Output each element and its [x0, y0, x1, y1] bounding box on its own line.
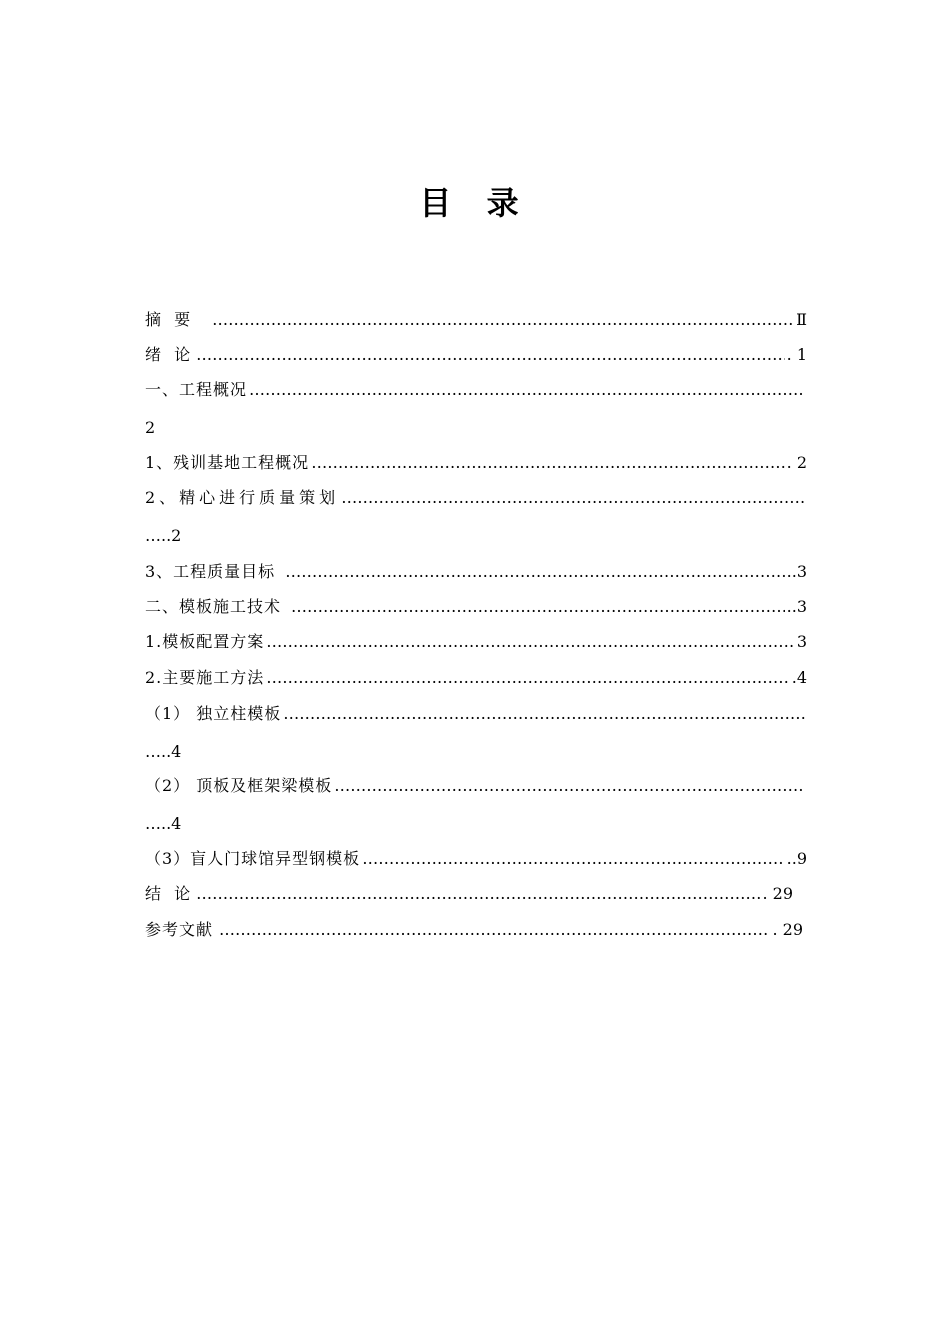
toc-entry-formwork-plan[interactable]: [145, 632, 807, 652]
toc-entry-base-overview[interactable]: [145, 453, 807, 473]
toc-entry-page: . 2: [786, 453, 807, 472]
toc-entry-label: 参考文献: [145, 920, 214, 939]
leader-dots: [266, 632, 795, 652]
toc-entry-label: 1、残训基地工程概况: [145, 453, 310, 472]
leader-dots: [311, 453, 784, 473]
toc-entry-quality-target[interactable]: [145, 562, 807, 582]
toc-entry-introduction[interactable]: [145, 345, 807, 365]
toc-entry-label: 2、精心进行质量策划: [145, 488, 340, 507]
toc-entry-wrap: …..4: [145, 742, 182, 761]
toc-entry-page: ..3: [786, 597, 807, 616]
toc-entry-wrap: 2: [145, 418, 156, 437]
toc-entry-label: （1） 独立柱模板: [145, 704, 282, 723]
toc-entry-label: 3、工程质量目标: [145, 562, 276, 581]
leader-dots: [266, 668, 789, 688]
toc-entry-column-formwork[interactable]: [145, 704, 807, 724]
toc-entry-label: 摘 要: [145, 310, 195, 329]
toc-entry-label: 结 论: [145, 884, 195, 903]
leader-dots: [334, 776, 805, 796]
toc-entry-label: （2） 顶板及框架梁模板: [145, 776, 333, 795]
toc-entry-page: Ⅱ: [796, 310, 807, 329]
toc-entry-page: 3: [796, 632, 807, 651]
leader-dots: [362, 849, 784, 869]
toc-entry-label: 1.模板配置方案: [145, 632, 265, 651]
toc-entry-quality-planning[interactable]: [145, 488, 807, 508]
toc-entry-page: .4: [791, 668, 807, 687]
leader-dots: [212, 310, 794, 330]
leader-dots: [196, 884, 760, 904]
leader-dots: [285, 562, 784, 582]
toc-entry-page: . 29: [762, 884, 793, 903]
toc-entry-project-overview[interactable]: [145, 380, 807, 400]
toc-entry-wrap: …..4: [145, 814, 182, 833]
leader-dots: [249, 380, 805, 400]
toc-entry-page: ..3: [786, 562, 807, 581]
leader-dots: [196, 345, 785, 365]
toc-entry-label: 绪 论: [145, 345, 195, 364]
toc-entry-label: 二、模板施工技术: [145, 597, 282, 616]
toc-entry-label: 2.主要施工方法: [145, 668, 265, 687]
toc-entry-page: . 1: [786, 345, 807, 364]
toc-title: 目 录: [419, 184, 531, 222]
leader-dots: [291, 597, 785, 617]
toc-entry-conclusion[interactable]: [145, 884, 793, 904]
leader-dots: [283, 704, 805, 724]
toc-entry-wrap: …..2: [145, 526, 182, 545]
toc-entry-label: 一、工程概况: [145, 380, 248, 399]
toc-entry-formwork-tech[interactable]: [145, 597, 807, 617]
toc-entry-construction-methods[interactable]: [145, 668, 807, 688]
toc-entry-references[interactable]: [145, 920, 803, 940]
toc-entry-slab-beam-formwork[interactable]: [145, 776, 807, 796]
toc-entry-page: ..9: [786, 849, 807, 868]
toc-entry-abstract[interactable]: [145, 310, 807, 330]
leader-dots: [219, 920, 770, 940]
toc-entry-label: （3）盲人门球馆异型钢模板: [145, 849, 361, 868]
toc-entry-page: . 29: [772, 920, 803, 939]
leader-dots: [341, 488, 805, 508]
toc-entry-steel-formwork[interactable]: [145, 849, 807, 869]
